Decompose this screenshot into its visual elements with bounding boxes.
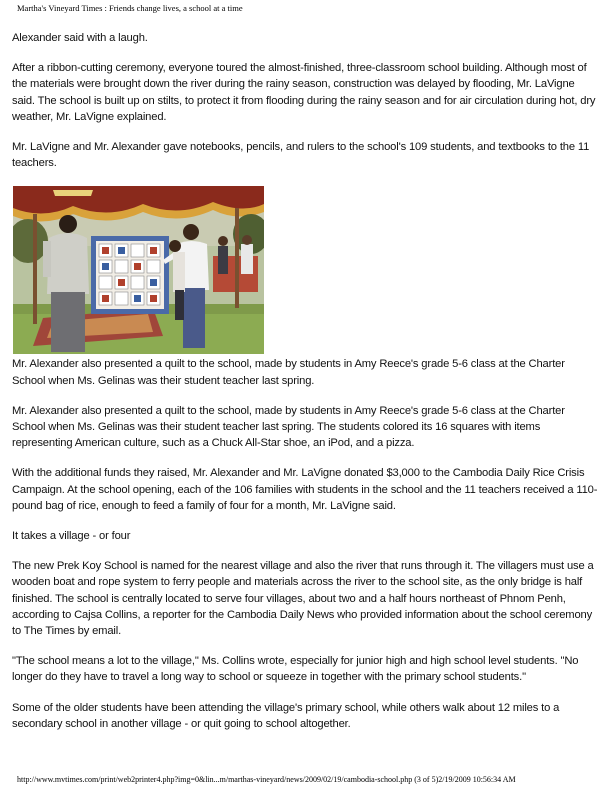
photo-caption: Mr. Alexander also presented a quilt to the school, made by students in Amy Reece's grade 5-6 class at the Charter School when Ms. Gelinas was their student teacher last spring. [12, 358, 565, 387]
paragraph-spacer [12, 46, 598, 60]
article-paragraph: Some of the older students have been attending the village's primary school, while others walk about 12 miles to a secondary school in another village - or quit going to school altogether. [12, 701, 560, 730]
paragraph-spacer [12, 125, 598, 139]
paragraph-spacer [12, 639, 598, 653]
paragraph-spacer [12, 544, 598, 558]
article-paragraph: With the additional funds they raised, Mr. Alexander and Mr. LaVigne donated $3,000 to the Cambodia Daily Rice Crisis Campaign. At the school opening, each of the 106 families with students in the school and the 11 teachers received a 110-pound bag of rice, enough to feed a family of four for a month, Mr. LaVigne said. [12, 467, 598, 512]
article-paragraph: After a ribbon-cutting ceremony, everyone toured the almost-finished, three-classroom school building. Although most of the materials were brought down the river during the rainy season, construction was delayed by flooding, Mr. LaVigne said. The school is built up on stilts, to protect it from flooding during the rainy season and for air circulation during hot, dry weather, Mr. LaVigne explained. [12, 62, 596, 123]
article-subhead: It takes a village - or four [12, 530, 131, 543]
page-footer-url: http://www.mvtimes.com/print/web2printer4.php?img=0&lin...m/marthas-vineyard/news/2009/02/19/cambodia-school.php (3 of 5)2/19/2009 10:56:34 AM [17, 775, 516, 784]
paragraph-spacer [12, 514, 598, 528]
article-paragraph: The new Prek Koy School is named for the nearest village and also the river that runs through it. The villagers must use a wooden boat and rope system to ferry people and materials across the river to the school site, as the only bridge is half finished. The school is centrally located to serve four villages, about two and a half hours northeast of Phnom Penh, according to Cajsa Collins, a reporter for the Cambodia Daily News who provided information about the school ceremony to The Times by email. [12, 560, 594, 638]
quilt-presentation-photo [13, 186, 264, 354]
paragraph-spacer [12, 686, 598, 700]
page-header-title: Martha's Vineyard Times : Friends change lives, a school at a time [17, 3, 243, 13]
article-body [12, 30, 598, 732]
paragraph-spacer [12, 389, 598, 403]
article-paragraph: "The school means a lot to the village," Ms. Collins wrote, especially for junior high and high school level students. "No longer do they have to travel a long way to school or squeeze in together with the primary school students." [12, 655, 579, 684]
article-paragraph: Mr. Alexander also presented a quilt to the school, made by students in Amy Reece's grade 5-6 class at the Charter School when Ms. Gelinas was their student teacher last spring. The students colored its 16 squares with items representing American culture, such as a Chuck All-Star shoe, an iPod, and a pizza. [12, 404, 565, 450]
article-paragraph: Mr. LaVigne and Mr. Alexander gave notebooks, pencils, and rulers to the school's 109 students, and textbooks to the 11 teachers. [12, 141, 590, 170]
article-paragraph: Alexander said with a laugh. [12, 32, 148, 44]
paragraph-spacer [12, 451, 598, 465]
